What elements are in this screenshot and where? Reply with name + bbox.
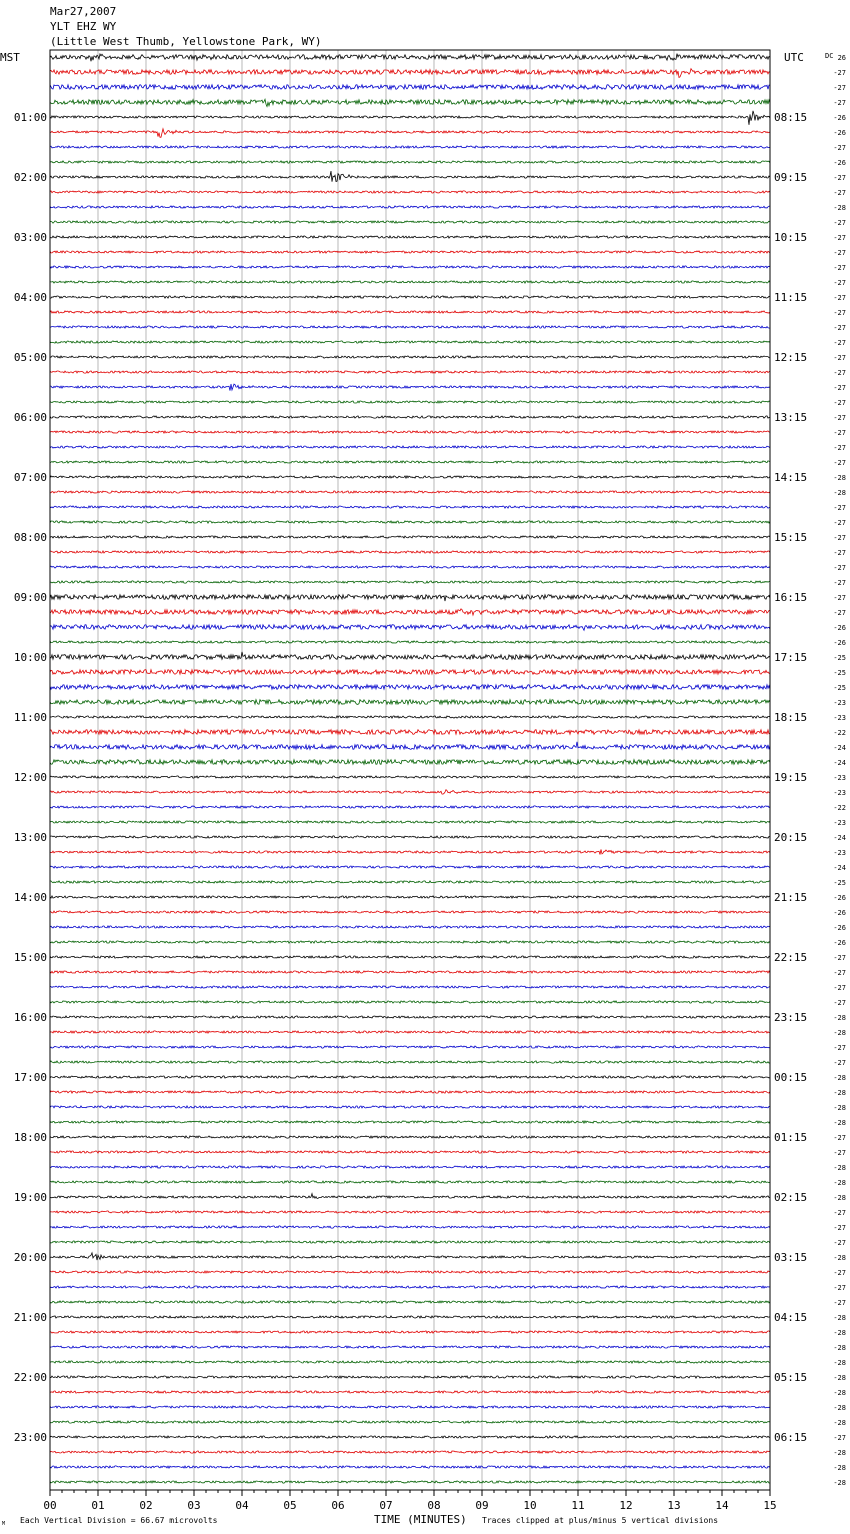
trace-row-55 bbox=[50, 881, 770, 883]
trace-row-63 bbox=[50, 1001, 770, 1003]
mst-hour-label: 10:00 bbox=[13, 651, 47, 664]
dc-offset-label: -27 bbox=[833, 564, 846, 572]
utc-hour-label: 06:15 bbox=[774, 1431, 808, 1444]
x-tick-label: 12 bbox=[619, 1499, 633, 1512]
trace-row-37 bbox=[50, 609, 770, 615]
trace-row-35 bbox=[50, 581, 770, 583]
trace-row-94 bbox=[50, 1466, 770, 1468]
dc-offset-label: -27 bbox=[833, 429, 846, 437]
dc-offset-label: -27 bbox=[833, 234, 846, 242]
utc-hour-label: 14:15 bbox=[774, 471, 808, 484]
trace-row-95 bbox=[50, 1481, 770, 1483]
dc-offset-label: -28 bbox=[833, 1374, 846, 1382]
dc-offset-label: -27 bbox=[833, 969, 846, 977]
mst-hour-label: 20:00 bbox=[13, 1251, 47, 1264]
dc-offset-label: -28 bbox=[833, 204, 846, 212]
dc-offset-label: -28 bbox=[833, 1404, 846, 1412]
mst-hour-label: 21:00 bbox=[13, 1311, 47, 1324]
utc-hour-label: 23:15 bbox=[774, 1011, 808, 1024]
trace-row-11 bbox=[50, 221, 770, 223]
trace-row-67 bbox=[50, 1061, 770, 1063]
dc-offset-label: -28 bbox=[833, 1344, 846, 1352]
trace-row-42 bbox=[50, 685, 770, 690]
trace-row-38 bbox=[50, 625, 770, 631]
x-tick-label: 15 bbox=[763, 1499, 777, 1512]
dc-offset-label: -27 bbox=[833, 1149, 846, 1157]
axis-labels bbox=[0, 51, 846, 1527]
trace-row-18 bbox=[50, 326, 770, 328]
dc-offset-label: -28 bbox=[833, 1389, 846, 1397]
dc-offset-label: -27 bbox=[833, 1269, 846, 1277]
mst-hour-label: 18:00 bbox=[13, 1131, 47, 1144]
trace-row-28 bbox=[50, 476, 770, 478]
dc-offset-label: -25 bbox=[833, 684, 846, 692]
trace-row-62 bbox=[50, 986, 770, 988]
dc-offset-label: -27 bbox=[833, 264, 846, 272]
dc-offset-label: -28 bbox=[833, 1479, 846, 1487]
dc-offset-label: 26 bbox=[837, 54, 846, 62]
dc-offset-label: -27 bbox=[833, 954, 846, 962]
trace-row-24 bbox=[50, 416, 770, 418]
dc-offset-label: -27 bbox=[833, 309, 846, 317]
dc-offset-label: -27 bbox=[833, 1134, 846, 1142]
dc-offset-label: -25 bbox=[833, 879, 846, 887]
trace-row-60 bbox=[50, 956, 770, 958]
trace-row-82 bbox=[50, 1286, 770, 1288]
utc-hour-label: 09:15 bbox=[774, 171, 808, 184]
trace-row-6 bbox=[50, 146, 770, 148]
trace-row-81 bbox=[50, 1271, 770, 1273]
dc-offset-label: -27 bbox=[833, 324, 846, 332]
dc-offset-label: -28 bbox=[833, 1464, 846, 1472]
trace-row-72 bbox=[50, 1136, 770, 1138]
mst-hour-label: 23:00 bbox=[13, 1431, 47, 1444]
dc-offset-label: -23 bbox=[833, 789, 846, 797]
dc-offset-label: -27 bbox=[833, 594, 846, 602]
utc-hour-label: 20:15 bbox=[774, 831, 808, 844]
trace-row-30 bbox=[50, 506, 770, 508]
dc-offset-label: -28 bbox=[833, 1029, 846, 1037]
trace-row-34 bbox=[50, 566, 770, 568]
x-tick-label: 08 bbox=[427, 1499, 441, 1512]
dc-offset-label: -27 bbox=[833, 579, 846, 587]
dc-offset-label: -28 bbox=[833, 1194, 846, 1202]
dc-offset-label: -28 bbox=[833, 1089, 846, 1097]
trace-row-4 bbox=[50, 111, 770, 125]
dc-offset-label: -27 bbox=[833, 519, 846, 527]
trace-row-91 bbox=[50, 1421, 770, 1423]
dc-offset-label: -27 bbox=[833, 399, 846, 407]
dc-offset-label: -28 bbox=[833, 1014, 846, 1022]
trace-row-12 bbox=[50, 236, 770, 238]
trace-row-71 bbox=[50, 1121, 770, 1123]
mst-hour-label: 08:00 bbox=[13, 531, 47, 544]
dc-offset-label: -26 bbox=[833, 114, 846, 122]
mst-hour-label: 09:00 bbox=[13, 591, 47, 604]
dc-offset-label: -23 bbox=[833, 714, 846, 722]
dc-offset-label: -27 bbox=[833, 189, 846, 197]
dc-offset-label: -28 bbox=[833, 1449, 846, 1457]
mst-hour-label: 15:00 bbox=[13, 951, 47, 964]
utc-hour-label: 03:15 bbox=[774, 1251, 808, 1264]
trace-row-79 bbox=[50, 1241, 770, 1243]
dc-offset-label: -27 bbox=[833, 1059, 846, 1067]
trace-row-77 bbox=[50, 1211, 770, 1213]
dc-offset-label: -26 bbox=[833, 909, 846, 917]
dc-offset-label: -28 bbox=[833, 1164, 846, 1172]
trace-row-44 bbox=[50, 716, 770, 718]
trace-row-1 bbox=[50, 69, 770, 78]
dc-header-label: DC bbox=[825, 52, 834, 60]
utc-hour-label: 00:15 bbox=[774, 1071, 808, 1084]
trace-row-21 bbox=[50, 371, 770, 373]
dc-offset-label: -27 bbox=[833, 174, 846, 182]
dc-offset-label: -27 bbox=[833, 369, 846, 377]
dc-offset-label: -27 bbox=[833, 549, 846, 557]
dc-offset-label: -26 bbox=[833, 894, 846, 902]
mst-hour-label: 03:00 bbox=[13, 231, 47, 244]
utc-hour-label: 13:15 bbox=[774, 411, 808, 424]
dc-offset-label: -25 bbox=[833, 654, 846, 662]
trace-row-90 bbox=[50, 1406, 770, 1408]
dc-offset-label: -27 bbox=[833, 999, 846, 1007]
dc-offset-label: -24 bbox=[833, 864, 846, 872]
trace-row-83 bbox=[50, 1301, 770, 1303]
mst-hour-label: 14:00 bbox=[13, 891, 47, 904]
dc-offset-label: -27 bbox=[833, 1299, 846, 1307]
dc-offset-label: -24 bbox=[833, 744, 846, 752]
trace-row-59 bbox=[50, 941, 770, 943]
mst-hour-label: 06:00 bbox=[13, 411, 47, 424]
dc-offset-label: -27 bbox=[833, 1044, 846, 1052]
trace-row-26 bbox=[50, 446, 770, 448]
utc-hour-label: 01:15 bbox=[774, 1131, 808, 1144]
trace-row-50 bbox=[50, 806, 770, 808]
station-name: YLT EHZ WY bbox=[50, 20, 117, 33]
dc-offset-label: -27 bbox=[833, 279, 846, 287]
trace-row-7 bbox=[50, 161, 770, 163]
trace-row-52 bbox=[50, 836, 770, 838]
trace-row-31 bbox=[50, 521, 770, 523]
scale-note: Each Vertical Division = 66.67 microvolts bbox=[20, 1516, 218, 1525]
utc-hour-label: 08:15 bbox=[774, 111, 808, 124]
mst-hour-label: 04:00 bbox=[13, 291, 47, 304]
dc-offset-label: -27 bbox=[833, 414, 846, 422]
trace-row-84 bbox=[50, 1316, 770, 1318]
x-tick-label: 02 bbox=[139, 1499, 153, 1512]
trace-row-92 bbox=[50, 1436, 770, 1438]
dc-offset-label: -26 bbox=[833, 939, 846, 947]
trace-row-23 bbox=[50, 401, 770, 403]
trace-row-93 bbox=[50, 1451, 770, 1453]
trace-row-2 bbox=[50, 85, 770, 90]
trace-row-85 bbox=[50, 1331, 770, 1333]
trace-row-54 bbox=[50, 866, 770, 868]
mst-timezone-label: MST bbox=[0, 51, 20, 64]
trace-row-20 bbox=[50, 356, 770, 358]
x-tick-label: 01 bbox=[91, 1499, 105, 1512]
dc-offset-label: -24 bbox=[833, 834, 846, 842]
utc-hour-label: 22:15 bbox=[774, 951, 808, 964]
dc-offset-label: -22 bbox=[833, 804, 846, 812]
dc-offset-label: -27 bbox=[833, 99, 846, 107]
trace-row-49 bbox=[50, 790, 770, 794]
trace-row-51 bbox=[50, 821, 770, 823]
utc-hour-label: 18:15 bbox=[774, 711, 808, 724]
dc-offset-label: -27 bbox=[833, 444, 846, 452]
trace-row-33 bbox=[50, 551, 770, 553]
x-tick-label: 11 bbox=[571, 1499, 585, 1512]
trace-row-87 bbox=[50, 1361, 770, 1363]
trace-row-9 bbox=[50, 191, 770, 193]
dc-offset-label: -27 bbox=[833, 144, 846, 152]
clip-note: Traces clipped at plus/minus 5 vertical divisions bbox=[482, 1516, 719, 1525]
dc-offset-label: -28 bbox=[833, 1254, 846, 1262]
dc-offset-label: -27 bbox=[833, 1434, 846, 1442]
dc-offset-label: -27 bbox=[833, 609, 846, 617]
mst-hour-label: 05:00 bbox=[13, 351, 47, 364]
corner-mark: M bbox=[2, 1521, 6, 1527]
dc-offset-label: -26 bbox=[833, 924, 846, 932]
trace-row-29 bbox=[50, 491, 770, 493]
dc-offset-label: -23 bbox=[833, 699, 846, 707]
trace-row-40 bbox=[50, 652, 770, 659]
dc-offset-label: -28 bbox=[833, 474, 846, 482]
trace-row-15 bbox=[50, 281, 770, 283]
dc-offset-label: -23 bbox=[833, 849, 846, 857]
x-tick-label: 09 bbox=[475, 1499, 489, 1512]
mst-hour-label: 17:00 bbox=[13, 1071, 47, 1084]
trace-row-65 bbox=[50, 1031, 770, 1033]
dc-offset-label: -28 bbox=[833, 1314, 846, 1322]
trace-row-27 bbox=[50, 461, 770, 463]
station-location: (Little West Thumb, Yellowstone Park, WY) bbox=[50, 35, 322, 48]
dc-offset-label: -27 bbox=[833, 1209, 846, 1217]
dc-offset-label: -26 bbox=[833, 129, 846, 137]
trace-row-46 bbox=[50, 742, 770, 750]
dc-offset-label: -26 bbox=[833, 639, 846, 647]
trace-row-19 bbox=[50, 341, 770, 343]
x-tick-label: 05 bbox=[283, 1499, 297, 1512]
trace-row-70 bbox=[50, 1106, 770, 1108]
dc-offset-label: -27 bbox=[833, 84, 846, 92]
trace-row-14 bbox=[50, 266, 770, 268]
trace-row-76 bbox=[50, 1194, 770, 1199]
dc-offset-label: -28 bbox=[833, 1104, 846, 1112]
utc-timezone-label: UTC bbox=[784, 51, 804, 64]
dc-offset-label: -28 bbox=[833, 1419, 846, 1427]
dc-offset-label: -24 bbox=[833, 759, 846, 767]
dc-offset-label: -22 bbox=[833, 729, 846, 737]
dc-offset-label: -27 bbox=[833, 249, 846, 257]
x-tick-label: 10 bbox=[523, 1499, 537, 1512]
dc-offset-label: -23 bbox=[833, 819, 846, 827]
dc-offset-label: -27 bbox=[833, 219, 846, 227]
mst-hour-label: 13:00 bbox=[13, 831, 47, 844]
dc-offset-label: -28 bbox=[833, 1074, 846, 1082]
trace-row-89 bbox=[50, 1391, 770, 1393]
trace-row-3 bbox=[50, 99, 770, 106]
minute-grid bbox=[98, 50, 722, 1490]
dc-offset-label: -28 bbox=[833, 1359, 846, 1367]
trace-row-17 bbox=[50, 311, 770, 313]
trace-row-39 bbox=[50, 641, 770, 643]
trace-row-58 bbox=[50, 926, 770, 928]
x-tick-label: 03 bbox=[187, 1499, 201, 1512]
mst-hour-label: 22:00 bbox=[13, 1371, 47, 1384]
trace-row-22 bbox=[50, 384, 770, 391]
trace-row-41 bbox=[50, 670, 770, 675]
trace-row-0 bbox=[50, 54, 770, 62]
x-tick-label: 06 bbox=[331, 1499, 345, 1512]
trace-row-86 bbox=[50, 1346, 770, 1348]
mst-hour-label: 01:00 bbox=[13, 111, 47, 124]
utc-hour-label: 04:15 bbox=[774, 1311, 808, 1324]
dc-offset-label: -27 bbox=[833, 1284, 846, 1292]
utc-hour-label: 12:15 bbox=[774, 351, 808, 364]
trace-row-66 bbox=[50, 1046, 770, 1048]
dc-offset-label: -28 bbox=[833, 1119, 846, 1127]
utc-hour-label: 17:15 bbox=[774, 651, 808, 664]
mst-hour-label: 02:00 bbox=[13, 171, 47, 184]
dc-offset-label: -28 bbox=[833, 489, 846, 497]
dc-offset-label: -27 bbox=[833, 294, 846, 302]
dc-offset-label: -27 bbox=[833, 984, 846, 992]
utc-hour-label: 21:15 bbox=[774, 891, 808, 904]
dc-offset-label: -28 bbox=[833, 1179, 846, 1187]
trace-row-43 bbox=[50, 700, 770, 705]
trace-row-13 bbox=[50, 251, 770, 253]
x-axis-title: TIME (MINUTES) bbox=[374, 1513, 467, 1526]
mst-hour-label: 12:00 bbox=[13, 771, 47, 784]
mst-hour-label: 16:00 bbox=[13, 1011, 47, 1024]
trace-row-78 bbox=[50, 1226, 770, 1228]
trace-row-64 bbox=[50, 1016, 770, 1018]
trace-row-80 bbox=[50, 1253, 770, 1260]
dc-offset-label: -27 bbox=[833, 504, 846, 512]
trace-row-57 bbox=[50, 911, 770, 913]
trace-row-88 bbox=[50, 1376, 770, 1378]
trace-row-48 bbox=[50, 776, 770, 778]
dc-offset-label: -28 bbox=[833, 1329, 846, 1337]
seismic-traces bbox=[50, 54, 770, 1484]
trace-row-56 bbox=[50, 896, 770, 898]
dc-offset-label: -26 bbox=[833, 624, 846, 632]
utc-hour-label: 19:15 bbox=[774, 771, 808, 784]
utc-hour-label: 10:15 bbox=[774, 231, 808, 244]
trace-row-69 bbox=[50, 1091, 770, 1093]
dc-offset-label: -27 bbox=[833, 1239, 846, 1247]
x-tick-label: 04 bbox=[235, 1499, 249, 1512]
trace-row-75 bbox=[50, 1181, 770, 1183]
dc-offset-label: -27 bbox=[833, 1224, 846, 1232]
dc-offset-label: -27 bbox=[833, 339, 846, 347]
mst-hour-label: 19:00 bbox=[13, 1191, 47, 1204]
dc-offset-label: -27 bbox=[833, 534, 846, 542]
dc-offset-label: -27 bbox=[833, 69, 846, 77]
trace-row-16 bbox=[50, 296, 770, 298]
utc-hour-label: 05:15 bbox=[774, 1371, 808, 1384]
trace-row-45 bbox=[50, 730, 770, 735]
x-tick-label: 00 bbox=[43, 1499, 57, 1512]
dc-offset-label: -26 bbox=[833, 159, 846, 167]
utc-hour-label: 16:15 bbox=[774, 591, 808, 604]
utc-hour-label: 15:15 bbox=[774, 531, 808, 544]
dc-offset-label: -27 bbox=[833, 459, 846, 467]
trace-row-8 bbox=[50, 171, 770, 182]
trace-row-36 bbox=[50, 595, 770, 601]
dc-offset-label: -25 bbox=[833, 669, 846, 677]
mst-hour-label: 07:00 bbox=[13, 471, 47, 484]
trace-row-47 bbox=[50, 760, 770, 765]
dc-offset-label: -27 bbox=[833, 384, 846, 392]
trace-row-73 bbox=[50, 1151, 770, 1153]
trace-row-74 bbox=[50, 1166, 770, 1168]
trace-row-10 bbox=[50, 206, 770, 208]
dc-offset-label: -23 bbox=[833, 774, 846, 782]
x-tick-label: 07 bbox=[379, 1499, 393, 1512]
trace-row-5 bbox=[50, 129, 770, 138]
trace-row-25 bbox=[50, 431, 770, 433]
mst-hour-label: 11:00 bbox=[13, 711, 47, 724]
trace-row-61 bbox=[50, 971, 770, 973]
x-tick-label: 13 bbox=[667, 1499, 681, 1512]
utc-hour-label: 11:15 bbox=[774, 291, 808, 304]
utc-hour-label: 02:15 bbox=[774, 1191, 808, 1204]
x-tick-label: 14 bbox=[715, 1499, 729, 1512]
trace-row-32 bbox=[50, 536, 770, 538]
trace-row-68 bbox=[50, 1076, 770, 1078]
trace-row-53 bbox=[50, 849, 770, 854]
dc-offset-label: -27 bbox=[833, 354, 846, 362]
plot-date: Mar27,2007 bbox=[50, 5, 117, 18]
